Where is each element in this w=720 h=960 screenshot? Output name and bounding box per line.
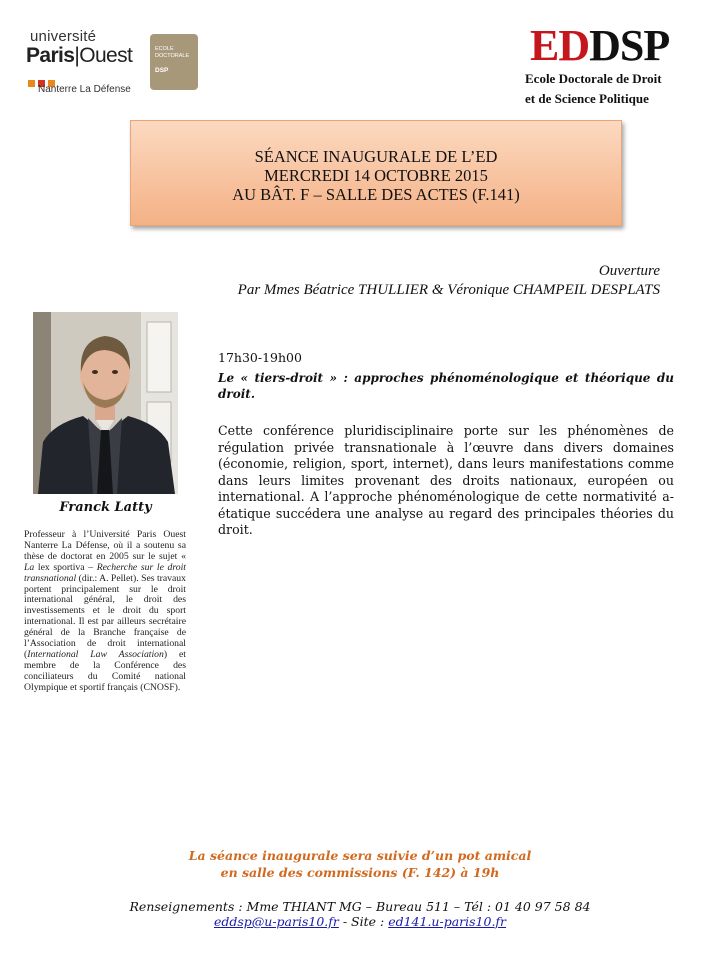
bio-segment: Professeur à l’Université Paris Ouest Nanterre La Défense, où il a soutenu sa thèse de doctorat en 2005 sur le sujet «: [24, 529, 186, 562]
university-logo: [26, 30, 136, 98]
university-logo-paris: Paris: [26, 44, 75, 67]
event-date: MERCREDI 14 OCTOBRE 2015: [264, 166, 488, 185]
event-location: AU BÂT. F – SALLE DES ACTES (F.141): [232, 185, 520, 204]
speaker-name: Franck Latty: [59, 500, 152, 515]
eddsp-letter: D: [589, 21, 620, 70]
reception-notice: [0, 847, 720, 881]
site-label: - Site :: [338, 914, 389, 929]
bio-segment: lex sportiva –: [34, 561, 97, 573]
opening-label: Ouverture: [598, 263, 660, 279]
eddsp-letter: P: [643, 21, 670, 70]
event-title-line1: SÉANCE INAUGURALE DE L’ED: [254, 147, 498, 166]
eddsp-letter: E: [530, 21, 559, 70]
bio-segment: International Law Association: [27, 648, 164, 660]
contact-line: Renseignements : Mme THIANT MG – Bureau 511 – Tél : 01 40 97 58 84: [129, 899, 591, 914]
speaker-photo: [33, 312, 178, 494]
talk-title: Le « tiers-droit » : approches phénoménologique et théorique du droit.: [218, 371, 674, 401]
site-link[interactable]: ed141.u-paris10.fr: [388, 914, 507, 929]
reception-line2: en salle des commissions (F. 142) à 19h: [220, 865, 500, 880]
ecole-doctorale-badge: [150, 34, 198, 90]
eddsp-letter: S: [619, 21, 644, 70]
bio-segment: Recherche sur le droit transnational: [24, 561, 187, 584]
bio-segment: La: [24, 561, 35, 573]
speaker-photo-illustration: [33, 312, 178, 494]
badge-line1: ECOLE DOCTORALE: [155, 46, 190, 59]
university-logo-ouest: Ouest: [79, 44, 133, 67]
logo-square: [28, 80, 35, 87]
talk-abstract: Cette conférence pluridisciplinaire porte sur les phénomènes de régulation privée transnationale à l’œuvre dans divers domaines (économie, religion, sport, internet), dans leurs manifestations comme dans leurs limites provenant des droits nationaux, européen ou international. A l’approche phénoménologique de cette normativité a-étatique succédera une analyse au regard des principales théories du droit.: [218, 423, 674, 537]
contact-links: [0, 914, 720, 929]
email-link[interactable]: eddsp@u-paris10.fr: [213, 914, 339, 929]
speaker-bio: [24, 530, 186, 694]
opening-speakers: Par Mmes Béatrice THULLIER & Véronique CHAMPEIL DESPLATS: [237, 282, 660, 298]
contact-info: [0, 899, 720, 929]
reception-line1: La séance inaugurale sera suivie d’un pot amical: [188, 848, 532, 863]
event-title-box: [130, 120, 622, 226]
opening-section: [60, 262, 660, 300]
university-logo-line3: Nanterre La Défense: [38, 84, 131, 95]
university-logo-line1: université: [30, 28, 97, 45]
eddsp-logo-line2: et de Science Politique: [525, 91, 649, 106]
eddsp-logo-wordmark: [530, 22, 669, 70]
university-logo-squares: [28, 74, 66, 82]
bio-segment: (dir.: A. Pellet). Ses travaux portent principalement sur le droit international général, le droit des investissements et le droit du sport international. Il est par ailleurs secrétaire général de la Branche française de l’Association de droit international (: [24, 572, 186, 660]
talk-time: 17h30-19h00: [218, 350, 302, 365]
eddsp-letter: D: [558, 21, 590, 70]
eddsp-logo: [520, 21, 690, 110]
university-logo-line2: Paris|Ouest: [26, 44, 133, 67]
bio-segment: ) et membre de la Conférence des conciliateurs du Comité national Olympique et sportif français (CNOSF).: [24, 648, 186, 693]
eddsp-logo-line1: Ecole Doctorale de Droit: [525, 71, 662, 86]
badge-line2: DSP: [155, 67, 169, 74]
